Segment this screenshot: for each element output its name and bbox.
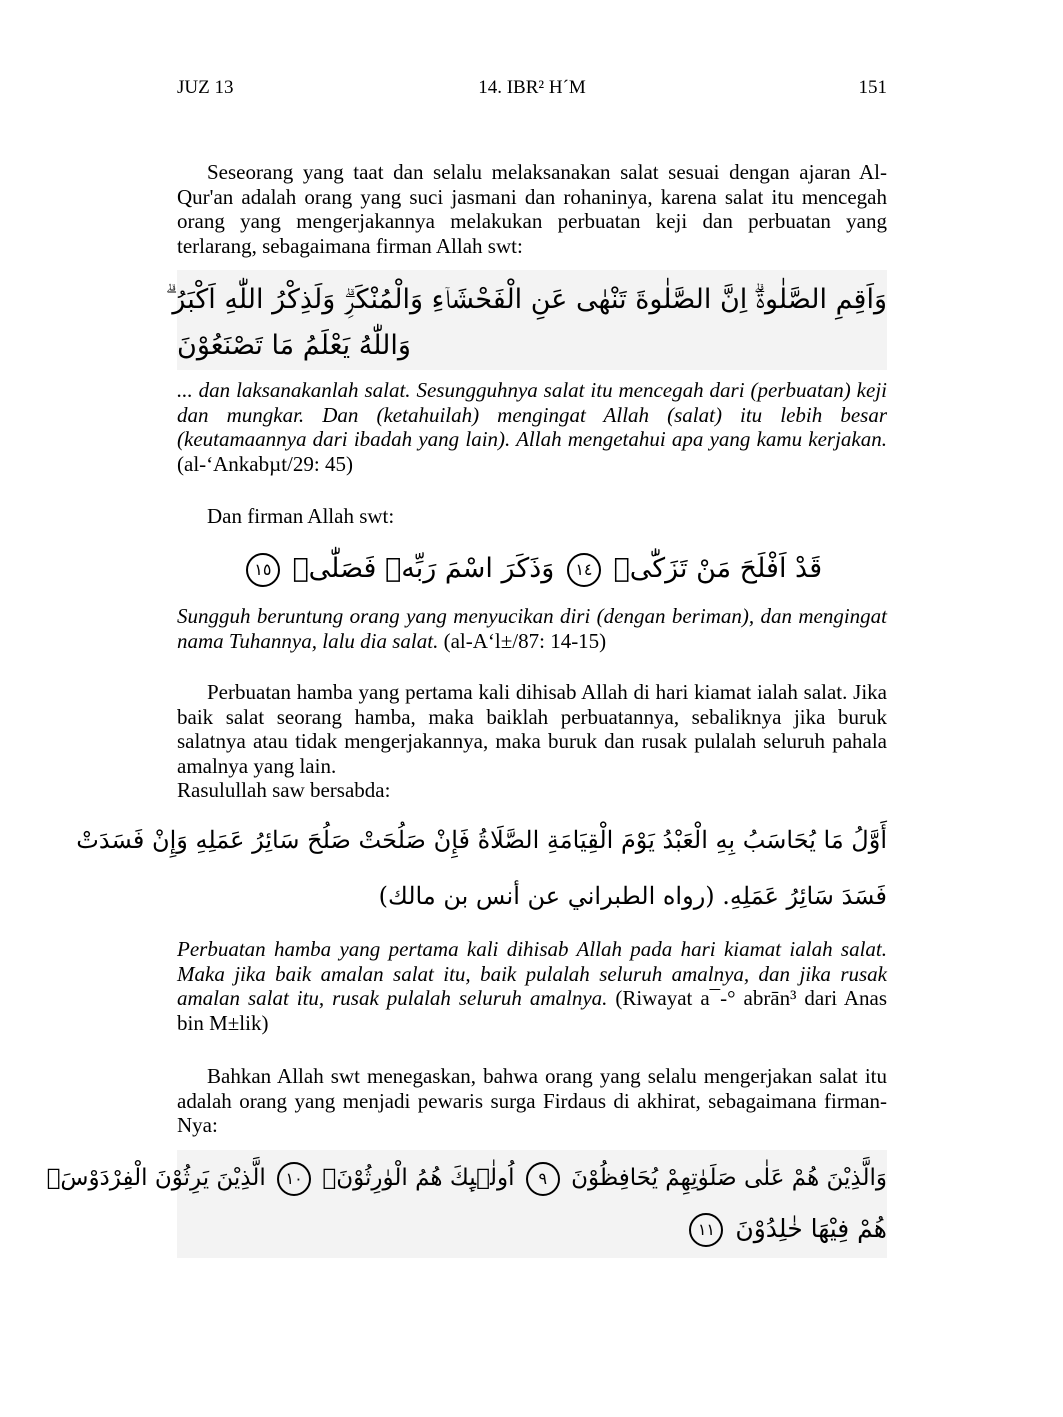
paragraph-text: Seseorang yang taat dan selalu melaksanakan salat sesuai dengan ajaran Al-Qur'an adalah orang yang suci jasmani dan rohaninya, karena salat itu mencegah orang yang mengerjakannya melakukan perbuatan keji dan perbuatan yang terlarang, sebagaimana firman Allah swt:: [177, 160, 887, 258]
ayah-number-marker: ١٠: [277, 1162, 311, 1196]
hadith-arabic: [76, 812, 887, 924]
verse-reference: (al-A‘l±/87: 14-15): [443, 628, 607, 653]
hadith-reference: (Riwayat a¯-° abrān³ dari Anas bin M±lik): [177, 986, 887, 1035]
quran-verse-ala: [177, 544, 887, 594]
translation-2: [177, 604, 887, 653]
ayah-number-marker: ٩: [526, 1162, 560, 1196]
arabic-verse-part-3: الَّذِيْنَ يَرِثُوْنَ الْفِرْدَوْسَۗ: [46, 1165, 266, 1191]
page-header: [177, 76, 887, 100]
translation-text: Sungguh beruntung orang yang menyucikan diri (dengan beriman), dan mengingat nama Tuhannya, lalu dia salat.: [177, 604, 887, 653]
verse-reference: (al-‘Ankabµt/29: 45): [177, 451, 353, 476]
translation-block: [177, 937, 887, 1035]
ayah-number-marker: ١٤: [567, 553, 601, 587]
surah-title: 14. IBR² H´M: [478, 77, 586, 98]
paragraph-text: Perbuatan hamba yang pertama kali dihisab Allah di hari kiamat ialah salat. Jika baik salat seorang hamba, maka baiklah perbuatannya, sebaliknya jika buruk salatnya atau tidak mengerjakannya, maka buruk dan rusak pulalah seluruh pahala amalnya yang lain.: [177, 680, 887, 778]
arabic-verse-part-2: وَذَكَرَ اسْمَ رَبِّهٖ فَصَلّٰىۗ: [292, 553, 555, 584]
translation-text: ... dan laksanakanlah salat. Sesungguhnya salat itu mencegah dari (perbuatan) keji dan mungkar. Dan (ketahuilah) mengingat Allah (salat) itu lebih besar (keutamaannya dari ibadah yang lain). Allah mengetahui apa yang kamu kerjakan.: [177, 378, 887, 451]
translation-1: [177, 378, 887, 476]
arabic-verse-part-4: هُمْ فِيْهَا خٰلِدُوْنَ: [735, 1214, 887, 1243]
arabic-verse-part-1: قَدْ اَفْلَحَ مَنْ تَزَكّٰىۙ: [613, 553, 823, 584]
hadith-line-1: أَوَّلُ مَا يُحَاسَبُ بِهِ الْعَبْدُ يَوْمَ الْقِيَامَةِ الصَّلَاةُ فَإِنْ صَلُحَتْ صَلُحَ سَائِرُ عَمَلِهِ وَإِنْ فَسَدَتْ: [76, 826, 887, 854]
arabic-verse-line-2: [177, 1206, 887, 1252]
quran-verse-ankabut: [165, 270, 887, 370]
arabic-verse-part-2: اُولٰۤىِٕكَ هُمُ الْوٰرِثُوْنَۙ: [322, 1165, 515, 1191]
arabic-verse-line-1: وَاَقِمِ الصَّلٰوةَۗ اِنَّ الصَّلٰوةَ تَنْهٰى عَنِ الْفَحْشَاۤءِ وَالْمُنْكَرِۗ وَلَذِكْرُ اللّٰهِ اَكْبَرُ ۗ: [165, 284, 887, 315]
ayah-number-marker: ١٥: [246, 553, 280, 587]
quran-verse-muminun: [46, 1150, 887, 1258]
arabic-verse-line-1: [46, 1150, 887, 1206]
translation-block: [177, 378, 887, 476]
arabic-verse-line-2-text: وَاللّٰهُ يَعْلَمُ مَا تَصْنَعُوْنَ: [177, 330, 411, 361]
hadith-line-2: فَسَدَ سَائِرُ عَمَلِهِ. (رواه الطبراني عن أنس بن مالك): [378, 882, 887, 910]
translation-text: Perbuatan hamba yang pertama kali dihisab Allah pada hari kiamat ialah salat. Maka jika baik amalan salat itu, baik pulalah seluruh amalnya, dan jika rusak amalan salat itu, rusak pulalah seluruh amalnya.: [177, 937, 887, 1010]
arabic-verse-ala-line: [177, 544, 887, 594]
paragraph-4: [177, 1064, 887, 1138]
paragraph-text: Bahkan Allah swt menegaskan, bahwa orang yang selalu mengerjakan salat itu adalah orang yang menjadi pewaris surga Firdaus di akhirat, sebagaimana firman-Nya:: [177, 1064, 887, 1137]
ayah-number-marker: ١١: [689, 1213, 723, 1247]
paragraph-3: [177, 680, 887, 803]
juz-label: JUZ 13: [177, 77, 234, 98]
intro-text: Dan firman Allah swt:: [207, 504, 395, 528]
page-number: 151: [858, 77, 887, 98]
arabic-verse-line-2: [177, 326, 887, 366]
paragraph-1: [177, 160, 887, 258]
translation-hadith: [177, 937, 887, 1035]
translation-block: [177, 604, 887, 653]
arabic-verse-part-1: وَالَّذِيْنَ هُمْ عَلٰى صَلَوٰتِهِمْ يُحَافِظُوْنَ: [571, 1165, 887, 1191]
paragraph-text-followup: Rasulullah saw bersabda:: [177, 778, 391, 802]
intro-2: [177, 504, 887, 529]
